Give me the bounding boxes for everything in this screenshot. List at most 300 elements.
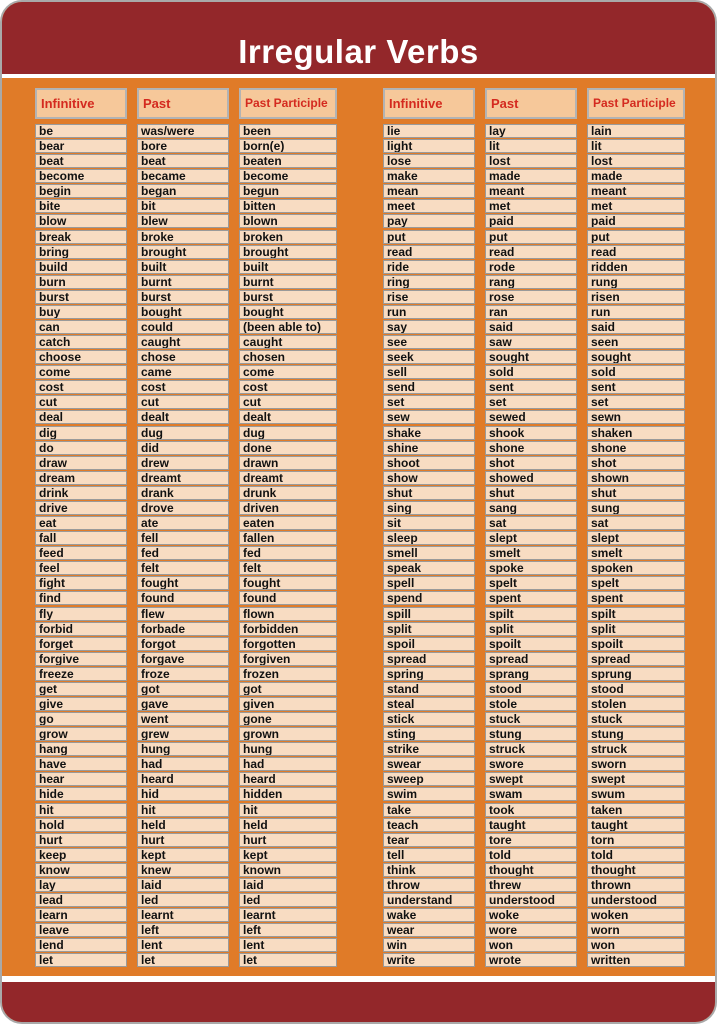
verb-cell: hold: [35, 818, 127, 832]
verb-cell: spilt: [485, 607, 577, 621]
verb-cell: brought: [239, 245, 337, 259]
verb-cell: held: [239, 818, 337, 832]
verb-cell: shut: [485, 486, 577, 500]
verb-cell: swept: [485, 772, 577, 786]
verb-cell: struck: [587, 742, 685, 756]
header-infinitive: Infinitive: [383, 88, 475, 119]
verb-cell: (been able to): [239, 320, 337, 334]
verb-cell: have: [35, 757, 127, 771]
verb-cell: bitten: [239, 199, 337, 213]
verb-cell: spoke: [485, 561, 577, 575]
verb-cell: frozen: [239, 667, 337, 681]
verb-cell: knew: [137, 863, 229, 877]
verb-cell: learn: [35, 908, 127, 922]
verb-cell: broke: [137, 230, 229, 244]
verb-cell: begin: [35, 184, 127, 198]
verb-cell: shut: [383, 486, 475, 500]
verb-cell: wrote: [485, 953, 577, 967]
verb-cell: was/were: [137, 124, 229, 138]
verb-cell: speak: [383, 561, 475, 575]
verb-cell: shone: [587, 441, 685, 455]
left-past-column: [137, 88, 229, 968]
verb-cell: become: [239, 169, 337, 183]
verb-cell: let: [137, 953, 229, 967]
verb-cell: threw: [485, 878, 577, 892]
verb-cell: drunk: [239, 486, 337, 500]
verb-cell: lit: [587, 139, 685, 153]
verb-cell: write: [383, 953, 475, 967]
verb-cell: taught: [587, 818, 685, 832]
verb-cell: go: [35, 712, 127, 726]
verb-cell: went: [137, 712, 229, 726]
verb-cell: spent: [485, 591, 577, 605]
verb-cell: see: [383, 335, 475, 349]
verb-cell: lose: [383, 154, 475, 168]
verb-cell: meant: [485, 184, 577, 198]
verb-cell: find: [35, 591, 127, 605]
verb-cell: steal: [383, 697, 475, 711]
verb-cell: read: [587, 245, 685, 259]
verb-cell: met: [587, 199, 685, 213]
verb-cell: dream: [35, 471, 127, 485]
verb-cell: put: [383, 230, 475, 244]
verb-cell: kept: [239, 848, 337, 862]
verb-cell: spill: [383, 607, 475, 621]
verb-cell: throw: [383, 878, 475, 892]
verb-cell: spent: [587, 591, 685, 605]
verb-cell: keep: [35, 848, 127, 862]
verb-cell: drank: [137, 486, 229, 500]
verb-cell: showed: [485, 471, 577, 485]
verb-cell: spread: [485, 652, 577, 666]
page-title: Irregular Verbs: [238, 33, 479, 70]
verb-cell: let: [239, 953, 337, 967]
verb-cell: won: [587, 938, 685, 952]
verb-cell: grow: [35, 727, 127, 741]
verb-cell: sew: [383, 410, 475, 424]
verb-cell: swear: [383, 757, 475, 771]
verb-cell: stick: [383, 712, 475, 726]
verb-cell: woken: [587, 908, 685, 922]
verb-cell: worn: [587, 923, 685, 937]
verb-cell: dreamt: [239, 471, 337, 485]
verb-cell: deal: [35, 410, 127, 424]
verb-cell: choose: [35, 350, 127, 364]
verb-cell: torn: [587, 833, 685, 847]
verb-cell: stung: [587, 727, 685, 741]
verb-cell: spread: [383, 652, 475, 666]
verb-cell: cut: [35, 395, 127, 409]
verb-cell: understood: [587, 893, 685, 907]
left-past-participle-column: [239, 88, 337, 968]
verb-cell: burst: [35, 290, 127, 304]
verb-cell: meet: [383, 199, 475, 213]
verb-cell: shaken: [587, 426, 685, 440]
verb-cell: lost: [587, 154, 685, 168]
verb-cell: buy: [35, 305, 127, 319]
verb-cell: split: [485, 622, 577, 636]
verb-cell: bring: [35, 245, 127, 259]
verb-cell: rung: [587, 275, 685, 289]
verb-cell: got: [137, 682, 229, 696]
verb-cell: bought: [239, 305, 337, 319]
verb-cell: hurt: [137, 833, 229, 847]
verb-cell: eaten: [239, 516, 337, 530]
verb-cell: run: [587, 305, 685, 319]
verb-cell: learnt: [239, 908, 337, 922]
verb-cell: stuck: [587, 712, 685, 726]
verb-cell: read: [485, 245, 577, 259]
verb-cell: blown: [239, 214, 337, 228]
verb-cell: laid: [239, 878, 337, 892]
verb-cell: sung: [587, 501, 685, 515]
verb-cell: said: [587, 320, 685, 334]
verb-cell: leave: [35, 923, 127, 937]
verb-cell: fought: [137, 576, 229, 590]
verb-cell: swept: [587, 772, 685, 786]
verb-cell: stood: [587, 682, 685, 696]
verb-cell: beaten: [239, 154, 337, 168]
verb-cell: forgiven: [239, 652, 337, 666]
verb-cell: swim: [383, 787, 475, 801]
verb-cell: understood: [485, 893, 577, 907]
verb-cell: sleep: [383, 531, 475, 545]
verb-cell: drawn: [239, 456, 337, 470]
verb-cell: lay: [485, 124, 577, 138]
cell-list: [485, 124, 577, 968]
verb-cell: fell: [137, 531, 229, 545]
verb-cell: understand: [383, 893, 475, 907]
verb-cell: forgave: [137, 652, 229, 666]
verb-cell: fall: [35, 531, 127, 545]
verb-cell: stolen: [587, 697, 685, 711]
verb-cell: slept: [485, 531, 577, 545]
verb-cell: split: [383, 622, 475, 636]
verb-cell: smell: [383, 546, 475, 560]
verb-cell: led: [137, 893, 229, 907]
verb-cell: built: [239, 260, 337, 274]
verb-cell: flew: [137, 607, 229, 621]
verb-cell: rode: [485, 260, 577, 274]
verb-cell: gone: [239, 712, 337, 726]
verb-cell: spread: [587, 652, 685, 666]
verb-cell: cost: [239, 380, 337, 394]
verb-cell: sing: [383, 501, 475, 515]
verb-cell: bite: [35, 199, 127, 213]
verb-cell: wore: [485, 923, 577, 937]
verb-cell: hear: [35, 772, 127, 786]
verb-cell: spell: [383, 576, 475, 590]
verb-cell: forbidden: [239, 622, 337, 636]
verb-cell: spilt: [587, 607, 685, 621]
verb-cell: learnt: [137, 908, 229, 922]
verb-cell: beat: [137, 154, 229, 168]
verb-cell: brought: [137, 245, 229, 259]
verb-cell: paid: [485, 214, 577, 228]
verb-cell: sewed: [485, 410, 577, 424]
verb-cell: drink: [35, 486, 127, 500]
header-past: Past: [485, 88, 577, 119]
verb-cell: burnt: [137, 275, 229, 289]
verb-cell: lost: [485, 154, 577, 168]
verb-cell: fought: [239, 576, 337, 590]
verb-cell: became: [137, 169, 229, 183]
verb-cell: do: [35, 441, 127, 455]
verb-cell: began: [137, 184, 229, 198]
verb-cell: been: [239, 124, 337, 138]
verb-cell: meant: [587, 184, 685, 198]
verb-cell: dig: [35, 426, 127, 440]
verb-cell: met: [485, 199, 577, 213]
verb-cell: ate: [137, 516, 229, 530]
verb-cell: given: [239, 697, 337, 711]
verb-cell: take: [383, 803, 475, 817]
verb-cell: can: [35, 320, 127, 334]
verb-cell: lay: [35, 878, 127, 892]
verb-cell: light: [383, 139, 475, 153]
verb-cell: hit: [239, 803, 337, 817]
verb-cell: lain: [587, 124, 685, 138]
verb-cell: set: [587, 395, 685, 409]
verb-cell: ridden: [587, 260, 685, 274]
verb-cell: forgot: [137, 637, 229, 651]
cell-list: [383, 124, 475, 968]
verb-cell: stole: [485, 697, 577, 711]
verb-cell: break: [35, 230, 127, 244]
verb-cell: led: [239, 893, 337, 907]
verb-cell: sold: [587, 365, 685, 379]
verb-cell: burst: [137, 290, 229, 304]
verb-cell: cost: [137, 380, 229, 394]
verb-cell: sent: [587, 380, 685, 394]
verb-cell: lit: [485, 139, 577, 153]
verb-cell: hurt: [239, 833, 337, 847]
verb-cell: blow: [35, 214, 127, 228]
verb-cell: wake: [383, 908, 475, 922]
verb-cell: made: [587, 169, 685, 183]
verb-cell: think: [383, 863, 475, 877]
verb-cell: slept: [587, 531, 685, 545]
verb-cell: built: [137, 260, 229, 274]
verb-cell: get: [35, 682, 127, 696]
title-banner: [2, 2, 715, 78]
verb-cell: sat: [485, 516, 577, 530]
verb-cell: win: [383, 938, 475, 952]
verb-cell: stung: [485, 727, 577, 741]
right-infinitive-column: [383, 88, 475, 968]
verb-cell: shake: [383, 426, 475, 440]
verb-cell: teach: [383, 818, 475, 832]
verb-cell: caught: [239, 335, 337, 349]
verb-cell: smelt: [485, 546, 577, 560]
verb-cell: thought: [485, 863, 577, 877]
verb-cell: shoot: [383, 456, 475, 470]
verb-cell: spoken: [587, 561, 685, 575]
verb-cell: sprang: [485, 667, 577, 681]
verb-cell: put: [485, 230, 577, 244]
verb-cell: forgotten: [239, 637, 337, 651]
verb-cell: rose: [485, 290, 577, 304]
verb-cell: beat: [35, 154, 127, 168]
verb-cell: dealt: [239, 410, 337, 424]
verb-cell: left: [239, 923, 337, 937]
verb-cell: sweep: [383, 772, 475, 786]
verb-cell: lent: [137, 938, 229, 952]
verb-cell: heard: [239, 772, 337, 786]
verb-cell: shut: [587, 486, 685, 500]
verb-cell: hung: [239, 742, 337, 756]
verb-cell: spend: [383, 591, 475, 605]
verb-cell: cost: [35, 380, 127, 394]
verb-cell: grew: [137, 727, 229, 741]
verb-cell: taken: [587, 803, 685, 817]
verb-cell: sat: [587, 516, 685, 530]
verb-cell: found: [137, 591, 229, 605]
verb-cell: come: [239, 365, 337, 379]
verb-cell: stand: [383, 682, 475, 696]
verb-cell: hang: [35, 742, 127, 756]
verb-cell: sting: [383, 727, 475, 741]
verb-cell: set: [383, 395, 475, 409]
verb-cell: shot: [485, 456, 577, 470]
verb-cell: had: [137, 757, 229, 771]
verb-cell: lead: [35, 893, 127, 907]
verb-cell: chose: [137, 350, 229, 364]
verb-cell: set: [485, 395, 577, 409]
verb-cell: thought: [587, 863, 685, 877]
verb-cell: spoil: [383, 637, 475, 651]
verb-cell: had: [239, 757, 337, 771]
cell-list: [587, 124, 685, 968]
verb-cell: wear: [383, 923, 475, 937]
verb-cell: hide: [35, 787, 127, 801]
verb-cell: known: [239, 863, 337, 877]
verb-cell: cut: [239, 395, 337, 409]
verb-cell: become: [35, 169, 127, 183]
verb-cell: gave: [137, 697, 229, 711]
verb-cell: burn: [35, 275, 127, 289]
verb-cell: paid: [587, 214, 685, 228]
verb-cell: risen: [587, 290, 685, 304]
verb-cell: show: [383, 471, 475, 485]
verb-cell: woke: [485, 908, 577, 922]
verb-cell: spoilt: [485, 637, 577, 651]
verb-cell: send: [383, 380, 475, 394]
verb-cell: read: [383, 245, 475, 259]
verb-cell: said: [485, 320, 577, 334]
cell-list: [35, 124, 127, 968]
verb-cell: let: [35, 953, 127, 967]
verb-cell: say: [383, 320, 475, 334]
verb-cell: did: [137, 441, 229, 455]
verb-cell: shook: [485, 426, 577, 440]
footer-banner: [2, 976, 715, 1022]
verb-cell: lend: [35, 938, 127, 952]
verb-cell: mean: [383, 184, 475, 198]
verb-cell: dug: [239, 426, 337, 440]
verb-cell: fed: [137, 546, 229, 560]
verb-cell: made: [485, 169, 577, 183]
verb-cell: driven: [239, 501, 337, 515]
verb-cell: chosen: [239, 350, 337, 364]
verb-cell: cut: [137, 395, 229, 409]
verb-cell: begun: [239, 184, 337, 198]
verb-cell: ran: [485, 305, 577, 319]
verb-cell: shown: [587, 471, 685, 485]
verb-cell: hit: [137, 803, 229, 817]
verb-cell: swam: [485, 787, 577, 801]
verb-cell: rang: [485, 275, 577, 289]
verb-cell: draw: [35, 456, 127, 470]
verb-cell: felt: [239, 561, 337, 575]
verb-cell: dug: [137, 426, 229, 440]
header-past-participle: Past Participle: [587, 88, 685, 119]
verb-cell: tore: [485, 833, 577, 847]
verb-cell: won: [485, 938, 577, 952]
verb-cell: sought: [587, 350, 685, 364]
verb-cell: taught: [485, 818, 577, 832]
verb-cell: freeze: [35, 667, 127, 681]
verb-cell: sprung: [587, 667, 685, 681]
verb-cell: swore: [485, 757, 577, 771]
verb-cell: shine: [383, 441, 475, 455]
verb-cell: kept: [137, 848, 229, 862]
verb-cell: broken: [239, 230, 337, 244]
verb-cell: told: [587, 848, 685, 862]
verb-cell: written: [587, 953, 685, 967]
verb-cell: bore: [137, 139, 229, 153]
verb-cell: catch: [35, 335, 127, 349]
verb-cell: smelt: [587, 546, 685, 560]
verb-cell: give: [35, 697, 127, 711]
verb-cell: hit: [35, 803, 127, 817]
verb-cell: drive: [35, 501, 127, 515]
verb-cell: swum: [587, 787, 685, 801]
verb-cell: spelt: [587, 576, 685, 590]
verb-cell: found: [239, 591, 337, 605]
verb-cell: blew: [137, 214, 229, 228]
verb-cell: took: [485, 803, 577, 817]
verb-cell: sit: [383, 516, 475, 530]
verb-cell: split: [587, 622, 685, 636]
verb-cell: dreamt: [137, 471, 229, 485]
verb-cell: rise: [383, 290, 475, 304]
cell-list: [137, 124, 229, 968]
verb-cell: thrown: [587, 878, 685, 892]
verb-cell: eat: [35, 516, 127, 530]
verb-cell: grown: [239, 727, 337, 741]
verb-cell: forgive: [35, 652, 127, 666]
verb-cell: burnt: [239, 275, 337, 289]
verb-cell: stuck: [485, 712, 577, 726]
verb-cell: told: [485, 848, 577, 862]
verb-cell: left: [137, 923, 229, 937]
verb-cell: pay: [383, 214, 475, 228]
verb-cell: feel: [35, 561, 127, 575]
verb-cell: spring: [383, 667, 475, 681]
verb-cell: held: [137, 818, 229, 832]
verb-cell: run: [383, 305, 475, 319]
verb-cell: burst: [239, 290, 337, 304]
verb-cell: tear: [383, 833, 475, 847]
verb-cell: feed: [35, 546, 127, 560]
verb-cell: sold: [485, 365, 577, 379]
verb-cell: shot: [587, 456, 685, 470]
verb-cell: dealt: [137, 410, 229, 424]
verb-cell: shone: [485, 441, 577, 455]
verb-cell: saw: [485, 335, 577, 349]
header-past-participle: Past Participle: [239, 88, 337, 119]
